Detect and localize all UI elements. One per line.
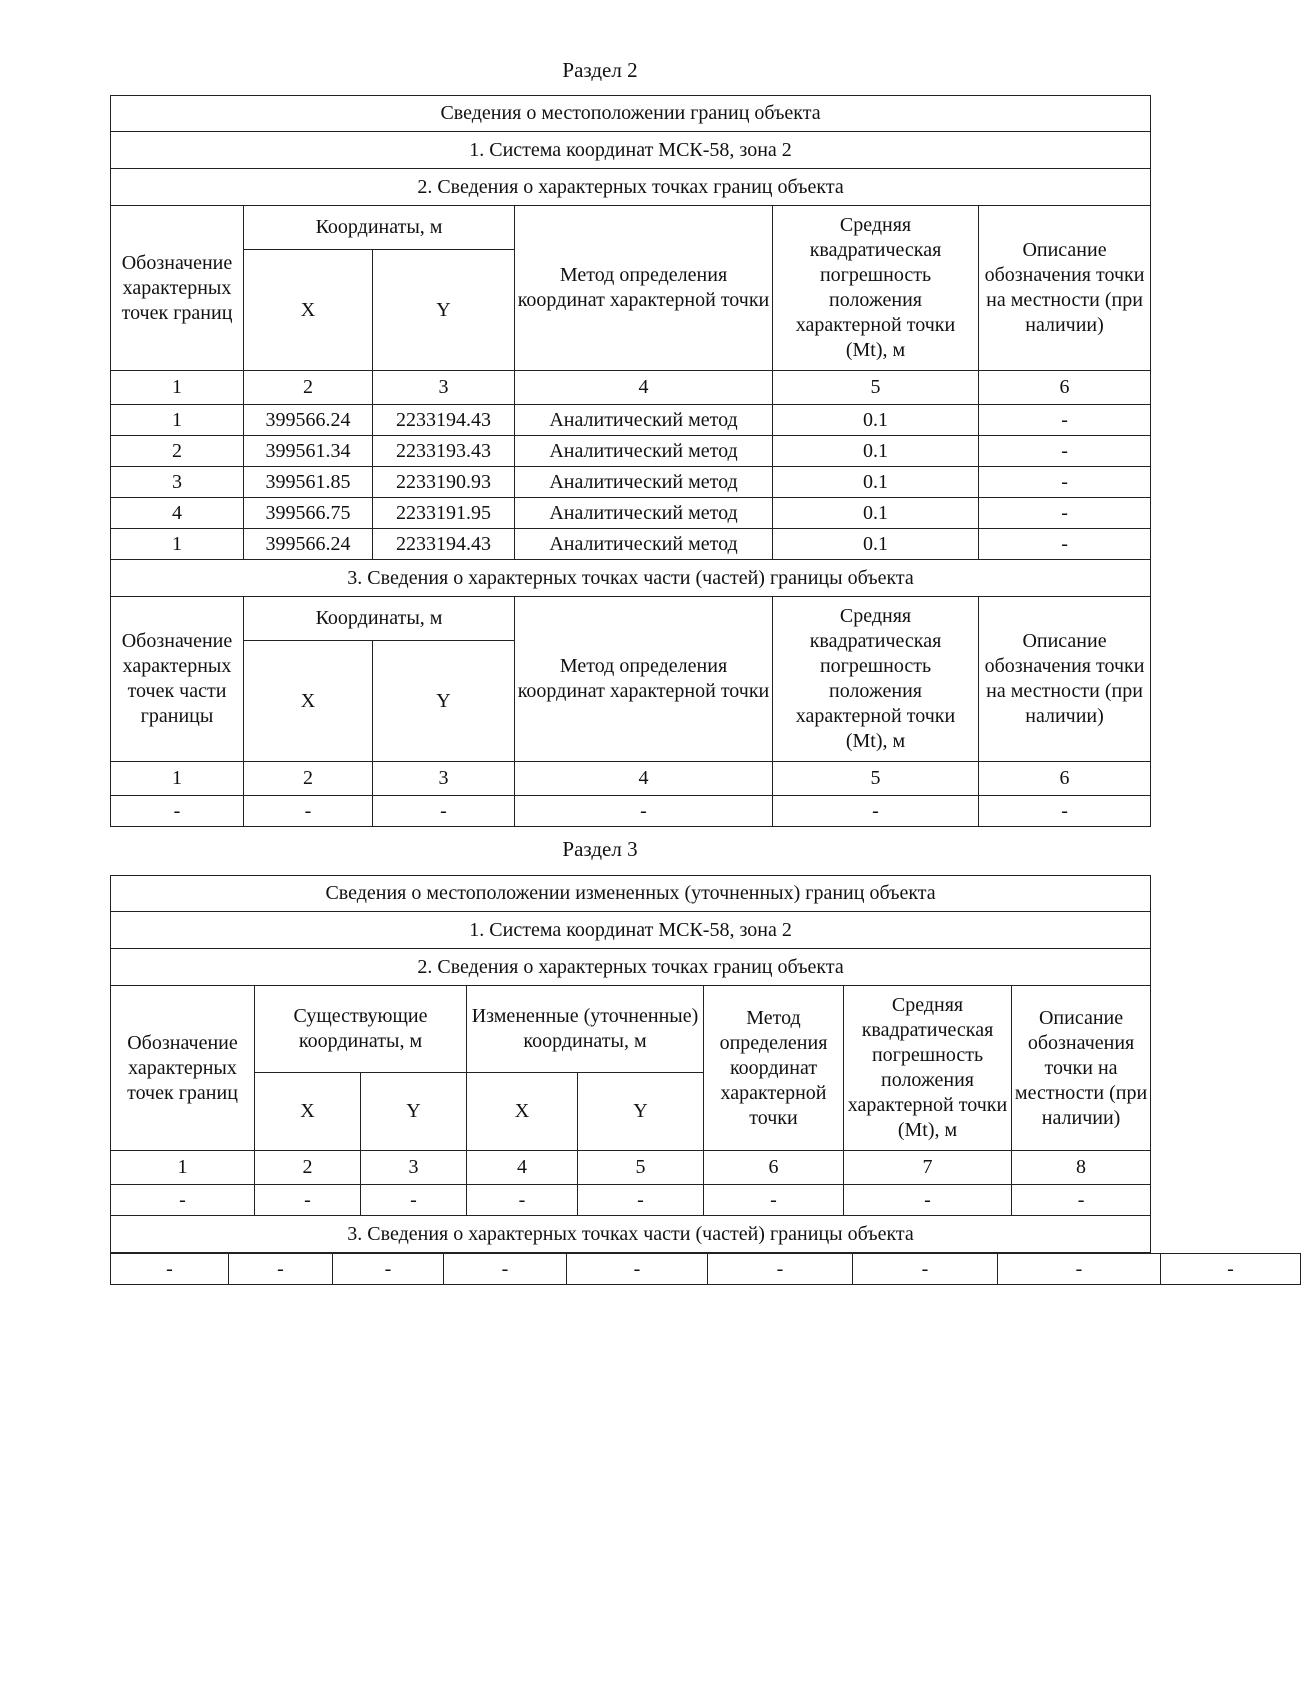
cell-y: 2233190.93 bbox=[373, 467, 515, 498]
part-col-coords: Координаты, м bbox=[244, 597, 515, 641]
col-number: 1 bbox=[111, 1151, 255, 1185]
cell-empty: - bbox=[444, 1254, 567, 1285]
part-title: 3. Сведения о характерных точках части (частей) границы объекта bbox=[111, 1216, 1151, 1253]
col-number: 4 bbox=[515, 371, 773, 405]
cell-empty: - bbox=[773, 796, 979, 827]
cell-y: 2233194.43 bbox=[373, 529, 515, 560]
cell-mt: 0.1 bbox=[773, 529, 979, 560]
cell-empty: - bbox=[333, 1254, 444, 1285]
cell-empty: - bbox=[515, 796, 773, 827]
col-accuracy: Средняя квадратическая погрешность положения характерной точки (Mt), м bbox=[844, 986, 1012, 1151]
cell-empty: - bbox=[467, 1185, 578, 1216]
cell-method: Аналитический метод bbox=[515, 436, 773, 467]
section-3-part-table bbox=[110, 1253, 1301, 1285]
cell-y: 2233193.43 bbox=[373, 436, 515, 467]
cell-empty: - bbox=[373, 796, 515, 827]
cell-empty: - bbox=[1012, 1185, 1151, 1216]
cell-empty: - bbox=[708, 1254, 853, 1285]
part-col-accuracy: Средняя квадратическая погрешность положения характерной точки (Mt), м bbox=[773, 597, 979, 762]
cell-empty: - bbox=[844, 1185, 1012, 1216]
cell-mt: 0.1 bbox=[773, 436, 979, 467]
cell-empty: - bbox=[229, 1254, 333, 1285]
cell-x: 399566.24 bbox=[244, 529, 373, 560]
cell-point: 1 bbox=[111, 405, 244, 436]
col-number: 3 bbox=[373, 762, 515, 796]
part-col-method: Метод определения координат характерной точки bbox=[515, 597, 773, 762]
col-coords: Координаты, м bbox=[244, 206, 515, 250]
part-col-designation: Обозначение характерных точек части границы bbox=[111, 597, 244, 762]
col-description: Описание обозначения точки на местности (при наличии) bbox=[979, 206, 1151, 371]
cell-x: 399566.24 bbox=[244, 405, 373, 436]
col-number: 5 bbox=[773, 762, 979, 796]
col-y: Y bbox=[373, 250, 515, 371]
section-2-title: Раздел 2 bbox=[562, 58, 638, 82]
cell-point: 2 bbox=[111, 436, 244, 467]
cell-x: 399561.85 bbox=[244, 467, 373, 498]
column-numbers-row bbox=[111, 371, 1151, 405]
table-header: Сведения о местоположении границ объекта bbox=[111, 96, 1151, 132]
cell-method: Аналитический метод bbox=[515, 467, 773, 498]
cell-y: 2233194.43 bbox=[373, 405, 515, 436]
coord-system: 1. Система координат МСК-58, зона 2 bbox=[111, 132, 1151, 169]
section-3-title: Раздел 3 bbox=[562, 837, 638, 861]
coord-system: 1. Система координат МСК-58, зона 2 bbox=[111, 912, 1151, 949]
col-number: 3 bbox=[373, 371, 515, 405]
section-3-table bbox=[110, 875, 1151, 1253]
section-2-table bbox=[110, 95, 1151, 827]
table-row bbox=[111, 467, 1151, 498]
cell-x: 399561.34 bbox=[244, 436, 373, 467]
cell-point: 3 bbox=[111, 467, 244, 498]
part-col-description: Описание обозначения точки на местности (при наличии) bbox=[979, 597, 1151, 762]
cell-empty: - bbox=[853, 1254, 998, 1285]
part-title: 3. Сведения о характерных точках части (частей) границы объекта bbox=[111, 560, 1151, 597]
cell-point: 4 bbox=[111, 498, 244, 529]
col-number: 5 bbox=[578, 1151, 704, 1185]
cell-desc: - bbox=[979, 498, 1151, 529]
table-row bbox=[111, 1254, 1301, 1285]
cell-empty: - bbox=[998, 1254, 1161, 1285]
col-number: 3 bbox=[361, 1151, 467, 1185]
cell-empty: - bbox=[567, 1254, 708, 1285]
col-number: 4 bbox=[515, 762, 773, 796]
col-changed-coords: Измененные (уточненные) координаты, м bbox=[467, 986, 704, 1073]
cell-mt: 0.1 bbox=[773, 498, 979, 529]
cell-desc: - bbox=[979, 405, 1151, 436]
points-title: 2. Сведения о характерных точках границ объекта bbox=[111, 949, 1151, 986]
col-changed-y: Y bbox=[578, 1073, 704, 1151]
cell-empty: - bbox=[255, 1185, 361, 1216]
cell-empty: - bbox=[111, 796, 244, 827]
col-designation: Обозначение характерных точек границ bbox=[111, 986, 255, 1151]
col-number: 6 bbox=[979, 762, 1151, 796]
part-col-x: X bbox=[244, 641, 373, 762]
col-existing-y: Y bbox=[361, 1073, 467, 1151]
table-header: Сведения о местоположении измененных (уточненных) границ объекта bbox=[111, 876, 1151, 912]
col-number: 6 bbox=[979, 371, 1151, 405]
part-col-y: Y bbox=[373, 641, 515, 762]
cell-x: 399566.75 bbox=[244, 498, 373, 529]
col-number: 1 bbox=[111, 762, 244, 796]
col-method: Метод определения координат характерной точки bbox=[515, 206, 773, 371]
cell-mt: 0.1 bbox=[773, 467, 979, 498]
cell-point: 1 bbox=[111, 529, 244, 560]
cell-method: Аналитический метод bbox=[515, 405, 773, 436]
col-number: 5 bbox=[773, 371, 979, 405]
cell-mt: 0.1 bbox=[773, 405, 979, 436]
col-number: 2 bbox=[244, 762, 373, 796]
col-method: Метод определения координат характерной точки bbox=[704, 986, 844, 1151]
cell-empty: - bbox=[1161, 1254, 1301, 1285]
cell-empty: - bbox=[111, 1254, 229, 1285]
col-number: 2 bbox=[244, 371, 373, 405]
cell-method: Аналитический метод bbox=[515, 529, 773, 560]
cell-desc: - bbox=[979, 529, 1151, 560]
cell-empty: - bbox=[244, 796, 373, 827]
col-number: 7 bbox=[844, 1151, 1012, 1185]
col-number: 2 bbox=[255, 1151, 361, 1185]
col-existing-x: X bbox=[255, 1073, 361, 1151]
cell-y: 2233191.95 bbox=[373, 498, 515, 529]
col-description: Описание обозначения точки на местности (при наличии) bbox=[1012, 986, 1151, 1151]
table-row bbox=[111, 405, 1151, 436]
col-number: 6 bbox=[704, 1151, 844, 1185]
col-number: 1 bbox=[111, 371, 244, 405]
cell-desc: - bbox=[979, 436, 1151, 467]
column-numbers-row bbox=[111, 1151, 1151, 1185]
col-existing-coords: Существующие координаты, м bbox=[255, 986, 467, 1073]
cell-empty: - bbox=[111, 1185, 255, 1216]
points-title: 2. Сведения о характерных точках границ объекта bbox=[111, 169, 1151, 206]
table-row bbox=[111, 436, 1151, 467]
table-row bbox=[111, 498, 1151, 529]
cell-desc: - bbox=[979, 467, 1151, 498]
cell-empty: - bbox=[578, 1185, 704, 1216]
table-row bbox=[111, 796, 1151, 827]
col-changed-x: X bbox=[467, 1073, 578, 1151]
part-column-numbers-row bbox=[111, 762, 1151, 796]
col-number: 8 bbox=[1012, 1151, 1151, 1185]
cell-empty: - bbox=[361, 1185, 467, 1216]
table-row bbox=[111, 1185, 1151, 1216]
col-x: X bbox=[244, 250, 373, 371]
cell-empty: - bbox=[704, 1185, 844, 1216]
col-designation: Обозначение характерных точек границ bbox=[111, 206, 244, 371]
col-accuracy: Средняя квадратическая погрешность положения характерной точки (Mt), м bbox=[773, 206, 979, 371]
col-number: 4 bbox=[467, 1151, 578, 1185]
cell-method: Аналитический метод bbox=[515, 498, 773, 529]
cell-empty: - bbox=[979, 796, 1151, 827]
table-row bbox=[111, 529, 1151, 560]
